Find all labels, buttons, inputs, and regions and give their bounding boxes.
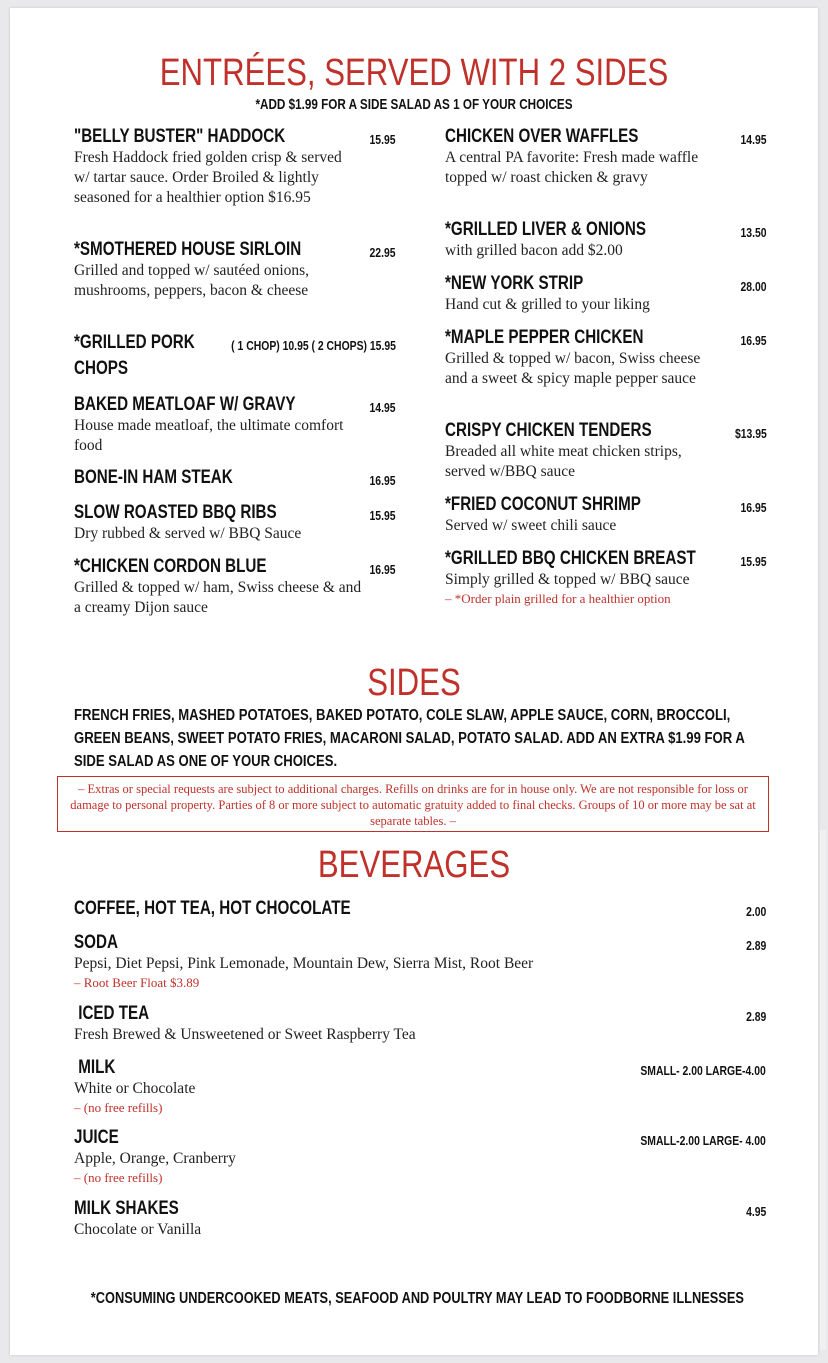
item-name: COFFEE, HOT TEA, HOT CHOCOLATE <box>74 898 351 919</box>
item-description: with grilled bacon add $2.00 <box>445 242 623 259</box>
item-note: – (no free refills) <box>74 1170 163 1185</box>
item-price: 2.00 <box>745 904 766 919</box>
item-description: House made meatloaf, the ultimate comfort food <box>74 417 344 454</box>
menu-item <box>74 394 396 456</box>
menu-item <box>74 467 396 489</box>
item-description: Fresh Haddock fried golden crisp & served w/ tartar sauce. Order Broiled & lightly seasoned for a healthier option $16.95 <box>74 149 342 206</box>
item-price: 14.95 <box>369 400 396 415</box>
item-price: 16.95 <box>369 562 396 577</box>
item-price: 15.95 <box>369 508 396 523</box>
menu-item <box>445 327 767 389</box>
item-price: 2.89 <box>745 1009 766 1024</box>
item-description: Simply grilled & topped w/ BBQ sauce <box>445 571 690 588</box>
item-price: 4.95 <box>745 1204 766 1219</box>
item-price: 16.95 <box>369 473 396 488</box>
menu-item <box>445 126 767 188</box>
item-name-line2: CHOPS <box>74 358 129 379</box>
item-price: 28.00 <box>740 279 767 294</box>
beverage-item <box>74 1127 766 1186</box>
item-note: – (no free refills) <box>74 1100 163 1115</box>
item-price: 15.95 <box>369 132 396 147</box>
item-name: SLOW ROASTED BBQ RIBS <box>74 502 277 523</box>
item-name: *SMOTHERED HOUSE SIRLOIN <box>74 239 302 260</box>
item-name: *GRILLED PORK <box>74 332 195 353</box>
sides-title: SIDES <box>367 662 461 704</box>
item-price: 16.95 <box>740 500 767 515</box>
policy-notice: – Extras or special requests are subject to additional charges. Refills on drinks are for in house only. We are not responsible for loss or damage to personal property. Parties of 8 or more subject to automatic gratuity added to final checks. Groups of 10 or more may be sat at separate tables. – <box>57 776 769 832</box>
menu-item <box>74 126 396 208</box>
item-description: A central PA favorite: Fresh made waffle topped w/ roast chicken & gravy <box>445 149 699 186</box>
item-name: CHICKEN OVER WAFFLES <box>445 126 639 147</box>
item-note: – Root Beer Float $3.89 <box>74 975 200 990</box>
item-price: ( 1 CHOP) 10.95 ( 2 CHOPS) 15.95 <box>231 338 396 353</box>
item-name: BONE-IN HAM STEAK <box>74 467 233 488</box>
menu-item <box>74 502 396 544</box>
item-description: Grilled and topped w/ sautéed onions, mushrooms, peppers, bacon & cheese <box>74 262 310 299</box>
item-name: *GRILLED BBQ CHICKEN BREAST <box>445 548 696 569</box>
item-description: Chocolate or Vanilla <box>74 1221 202 1238</box>
item-description: Pepsi, Diet Pepsi, Pink Lemonade, Mountain Dew, Sierra Mist, Root Beer <box>74 955 534 972</box>
item-name: "BELLY BUSTER" HADDOCK <box>74 126 286 147</box>
entrees-subtitle: *ADD $1.99 FOR A SIDE SALAD AS 1 OF YOUR CHOICES <box>255 96 573 113</box>
menu-item <box>445 494 767 536</box>
item-name: MILK SHAKES <box>74 1198 179 1219</box>
item-price: SMALL- 2.00 LARGE-4.00 <box>640 1063 766 1078</box>
food-safety-warning: *CONSUMING UNDERCOOKED MEATS, SEAFOOD AND POULTRY MAY LEAD TO FOODBORNE ILLNESSES <box>90 1290 744 1307</box>
menu-item <box>74 332 396 380</box>
item-price: $13.95 <box>735 426 767 441</box>
item-description: Dry rubbed & served w/ BBQ Sauce <box>74 525 302 542</box>
item-name: MILK <box>74 1057 116 1078</box>
scrollbar[interactable] <box>820 830 826 1350</box>
item-description: Served w/ sweet chili sauce <box>445 517 617 534</box>
item-description: Grilled & topped w/ ham, Swiss cheese & and a creamy Dijon sauce <box>74 579 362 616</box>
menu-item <box>445 273 767 315</box>
menu-item <box>445 420 767 482</box>
item-name: *FRIED COCONUT SHRIMP <box>445 494 641 515</box>
sides-list <box>74 704 774 773</box>
beverage-item <box>74 898 766 920</box>
item-name: CRISPY CHICKEN TENDERS <box>445 420 652 441</box>
item-name: *CHICKEN CORDON BLUE <box>74 556 267 577</box>
item-price: 15.95 <box>740 554 767 569</box>
menu-item <box>445 548 767 607</box>
item-price: 14.95 <box>740 132 767 147</box>
item-description: Breaded all white meat chicken strips, served w/BBQ sauce <box>445 443 682 480</box>
item-name: *MAPLE PEPPER CHICKEN <box>445 327 644 348</box>
item-description: Apple, Orange, Cranberry <box>74 1150 236 1167</box>
menu-page <box>10 8 818 1355</box>
entrees-title: ENTRÉES, SERVED WITH 2 SIDES <box>159 52 669 94</box>
menu-item <box>74 239 396 301</box>
item-name: SODA <box>74 932 118 953</box>
item-price: 22.95 <box>369 245 396 260</box>
beverage-item <box>74 932 766 991</box>
item-name: *GRILLED LIVER & ONIONS <box>445 219 646 240</box>
item-price: 16.95 <box>740 333 767 348</box>
item-name: *NEW YORK STRIP <box>445 273 584 294</box>
item-note: – *Order plain grilled for a healthier option <box>445 591 671 606</box>
beverages-title: BEVERAGES <box>317 844 511 886</box>
item-name: JUICE <box>74 1127 119 1148</box>
item-description: Fresh Brewed & Unsweetened or Sweet Raspberry Tea <box>74 1026 416 1043</box>
item-name: BAKED MEATLOAF W/ GRAVY <box>74 394 296 415</box>
beverage-item <box>74 1057 766 1116</box>
menu-item <box>74 556 396 618</box>
item-name: ICED TEA <box>74 1003 150 1024</box>
item-description: Hand cut & grilled to your liking <box>445 296 650 313</box>
item-price: 13.50 <box>740 225 767 240</box>
item-price: SMALL-2.00 LARGE- 4.00 <box>640 1133 766 1148</box>
sides-text: FRENCH FRIES, MASHED POTATOES, BAKED POTATO, COLE SLAW, APPLE SAUCE, CORN, BROCCOLI, GREEN BEANS, SWEET POTATO FRIES, MACARONI SALAD, POTATO SALAD. ADD AN EXTRA $1.99 FOR A SIDE SALAD AS ONE OF YOUR CHOICES. <box>74 707 745 770</box>
item-description: White or Chocolate <box>74 1080 196 1097</box>
item-price: 2.89 <box>745 938 766 953</box>
beverage-item <box>74 1003 766 1045</box>
menu-item <box>445 219 767 261</box>
beverage-item <box>74 1198 766 1240</box>
item-description: Grilled & topped w/ bacon, Swiss cheese and a sweet & spicy maple pepper sauce <box>445 350 701 387</box>
